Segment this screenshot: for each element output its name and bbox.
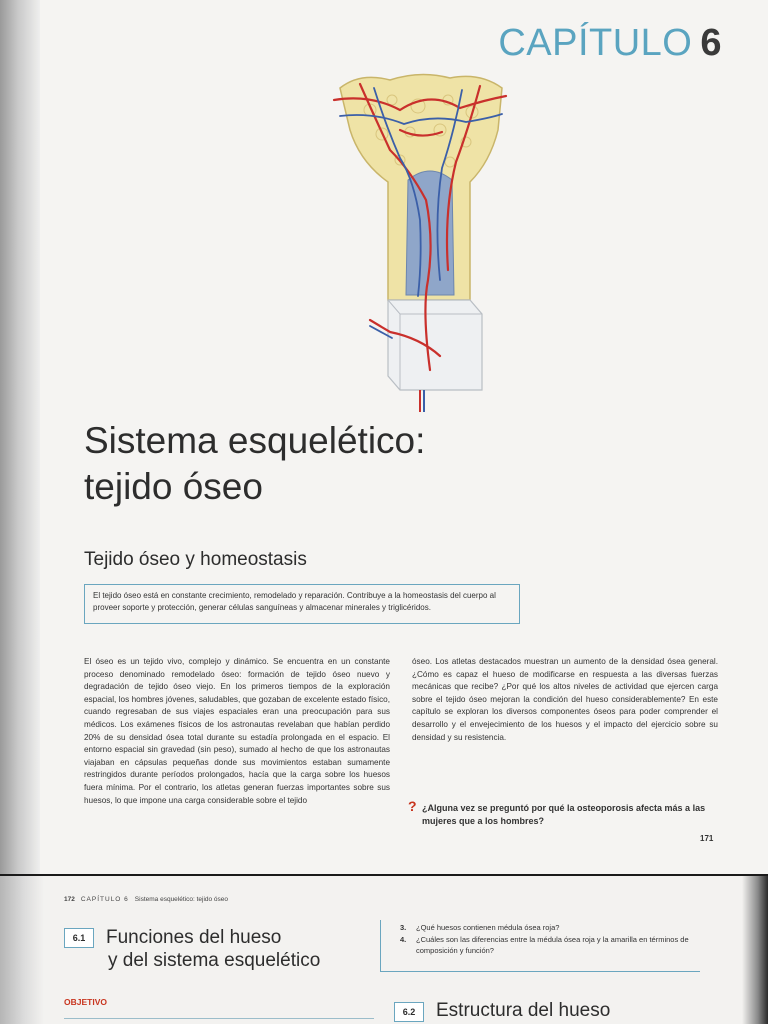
divider xyxy=(64,1018,374,1019)
chapter-number: 6 xyxy=(700,22,722,64)
question-text: ¿Alguna vez se preguntó por qué la osteoporosis afecta más a las mujeres que a los hombres? xyxy=(422,803,706,826)
section-title-line2: y del sistema esquelético xyxy=(108,950,321,971)
section-number-badge: 6.2 xyxy=(394,1002,424,1022)
page-gutter-shadow xyxy=(0,876,44,1024)
chapter-title-line1: Sistema esquelético: xyxy=(84,420,426,461)
list-item xyxy=(396,934,696,956)
question-number: 3. xyxy=(400,923,407,932)
chapter-title-line2: tejido óseo xyxy=(84,466,263,507)
running-header xyxy=(64,896,228,903)
body-text-column-2: óseo. Los atletas destacados muestran un aumento de la densidad ósea general. ¿Cómo es capaz el hueso de modificarse en respuesta a las diversas fuerzas mecánicas que recibe? ¿Por qué los altos niveles de actividad que ejercen carga sobre el tejido óseo mejoran la condición del hueso considerablemente? En este capítulo se exploran los diversos componentes óseos para poder comprender el desarrollo y el envejecimiento de los huesos y el impacto del ejercicio sobre su densidad y su resistencia. xyxy=(412,657,718,742)
chapter-label: CAPÍTULO xyxy=(498,22,693,64)
section-number-badge: 6.1 xyxy=(64,928,94,948)
chapter-title xyxy=(84,418,425,510)
question-number: 4. xyxy=(400,935,407,944)
page-edge-shadow xyxy=(742,876,768,1024)
question-prompt xyxy=(408,798,710,828)
summary-box: El tejido óseo está en constante crecimiento, remodelado y reparación. Contribuye a la homeostasis del cuerpo al proveer soporte y protección, generar células sanguíneas y almacenar minerales y triglicéridos. xyxy=(84,584,520,624)
next-page xyxy=(0,876,768,1024)
section-title-line1: Funciones del hueso xyxy=(106,927,282,948)
running-chapter: CAPÍTULO 6 xyxy=(80,896,129,903)
section-subtitle: Tejido óseo y homeostasis xyxy=(84,549,307,570)
section-title xyxy=(106,926,320,972)
bone-illustration-icon xyxy=(330,70,510,415)
section-title: Estructura del hueso xyxy=(436,1000,611,1021)
question-text: ¿Qué huesos contienen médula ósea roja? xyxy=(416,923,560,932)
running-title: Sistema esquelético: tejido óseo xyxy=(134,896,229,903)
chapter-heading xyxy=(498,22,722,65)
objective-label: OBJETIVO xyxy=(64,997,107,1007)
review-questions-list xyxy=(396,922,696,957)
page-gutter-shadow xyxy=(0,0,40,874)
page-number: 171 xyxy=(700,834,714,843)
red-question-mark-icon: ? xyxy=(408,798,417,814)
question-text: ¿Cuáles son las diferencias entre la médula ósea roja y la amarilla en términos de composición y función? xyxy=(416,935,689,955)
running-page-number: 172 xyxy=(64,896,75,903)
body-text-column-1: El óseo es un tejido vivo, complejo y dinámico. Se encuentra en un constante proceso denominado remodelado óseo: formación de tejido óseo nuevo y degradación de tejido óseo viejo. En los primeros tiempos de la exploración espacial, los hombres jóvenes, saludables, que gozaban de excelente estado físico, cuando regresaban de sus viajes espaciales eran una preocupación para sus médicos. Los exámenes físicos de los astronautas revelaban que habían perdido 20% de su densidad ósea total durante su estadía prolongada en el espacio. El entorno espacial sin gravedad (sin peso), sumado al hecho de que los astronautas viajaban en cápsulas pequeñas donde sus movimientos estaban sumamente restringidos durante períodos prolongados, hacía que la carga sobre los huesos fuera mínima. Por el contrario, los atletas generan fuerzas importantes sobre sus huesos, lo que impone una carga considerable sobre el tejido xyxy=(84,657,390,805)
list-item xyxy=(396,922,696,933)
